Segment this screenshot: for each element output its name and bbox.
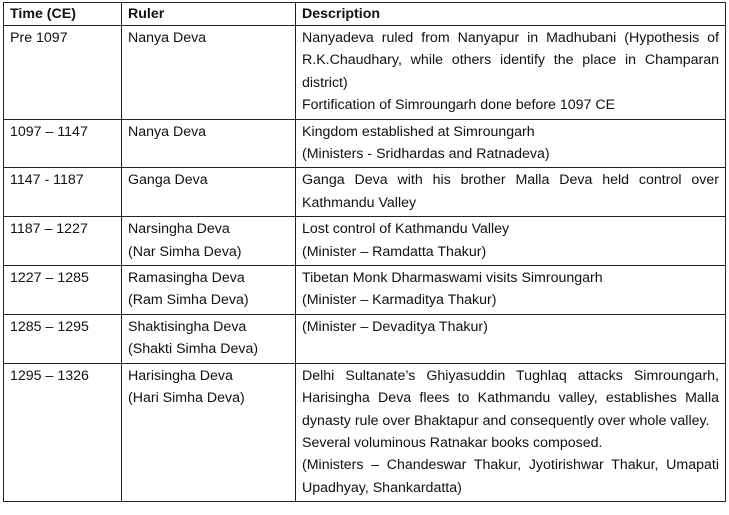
table-row	[4, 217, 726, 266]
description-line: (Minister – Devaditya Thakur)	[302, 318, 488, 335]
ruler-cell	[122, 217, 296, 266]
header-description: Description	[296, 3, 726, 26]
ruler-alt-name: (Ram Simha Deva)	[128, 292, 249, 309]
description-cell	[296, 217, 726, 266]
ruler-alt-name: (Nar Simha Deva)	[128, 243, 242, 260]
table-row	[4, 363, 726, 501]
description-line: Nanyadeva ruled from Nanyapur in Madhubani (Hypothesis of R.K.Chaudhary, while others identify the place in Champaran district)	[302, 30, 719, 91]
ruler-name: Narsingha Deva	[128, 221, 230, 238]
ruler-cell	[122, 314, 296, 363]
time-cell: 1187 – 1227	[4, 217, 122, 266]
ruler-cell	[122, 168, 296, 217]
time-cell: 1147 - 1187	[4, 168, 122, 217]
description-line: Tibetan Monk Dharmaswami visits Simroungarh	[302, 270, 603, 287]
description-line: Ganga Deva with his brother Malla Deva held control over Kathmandu Valley	[302, 172, 719, 211]
table-row	[4, 168, 726, 217]
ruler-name: Ramasingha Deva	[128, 270, 245, 287]
header-ruler: Ruler	[122, 3, 296, 26]
ruler-cell	[122, 26, 296, 120]
time-cell: 1295 – 1326	[4, 363, 122, 501]
description-cell	[296, 168, 726, 217]
ruler-name: Ganga Deva	[128, 172, 208, 189]
description-line: (Minister – Karmaditya Thakur)	[302, 292, 497, 309]
table-row	[4, 119, 726, 168]
time-cell: Pre 1097	[4, 26, 122, 120]
table-row	[4, 26, 726, 120]
ruler-alt-name: (Shakti Simha Deva)	[128, 341, 259, 358]
ruler-alt-name: (Hari Simha Deva)	[128, 390, 245, 407]
description-cell	[296, 266, 726, 315]
description-line: (Ministers – Chandeswar Thakur, Jyotirishwar Thakur, Umapati Upadhyay, Shankardatta)	[302, 457, 719, 496]
ruler-name: Nanya Deva	[128, 30, 207, 46]
description-line: Delhi Sultanate’s Ghiyasuddin Tughlaq attacks Simroungarh, Harisingha Deva flees to Kathmandu valley, establishes Malla dynasty rule over Bhaktapur and consequently over whole valley.	[302, 367, 719, 429]
ruler-cell	[122, 119, 296, 168]
description-line: Fortification of Simroungarh done before 1097 CE	[302, 97, 616, 114]
description-cell	[296, 26, 726, 120]
description-line: (Ministers - Sridhardas and Ratnadeva)	[302, 146, 550, 163]
rulers-table	[3, 2, 726, 502]
time-cell: 1097 – 1147	[4, 119, 122, 168]
header-time: Time (CE)	[4, 3, 122, 26]
time-cell: 1285 – 1295	[4, 314, 122, 363]
description-cell	[296, 363, 726, 501]
description-line: Kingdom established at Simroungarh	[302, 123, 535, 140]
header-row	[4, 3, 726, 26]
ruler-name: Nanya Deva	[128, 123, 207, 140]
time-cell: 1227 – 1285	[4, 266, 122, 315]
description-line: Several voluminous Ratnakar books composed.	[302, 434, 603, 451]
description-line: (Minister – Ramdatta Thakur)	[302, 243, 487, 260]
description-cell	[296, 119, 726, 168]
table-row	[4, 266, 726, 315]
ruler-name: Harisingha Deva	[128, 367, 233, 384]
description-cell	[296, 314, 726, 363]
table-row	[4, 314, 726, 363]
ruler-name: Shaktisingha Deva	[128, 318, 247, 335]
ruler-cell	[122, 266, 296, 315]
ruler-cell	[122, 363, 296, 501]
description-line: Lost control of Kathmandu Valley	[302, 221, 510, 238]
